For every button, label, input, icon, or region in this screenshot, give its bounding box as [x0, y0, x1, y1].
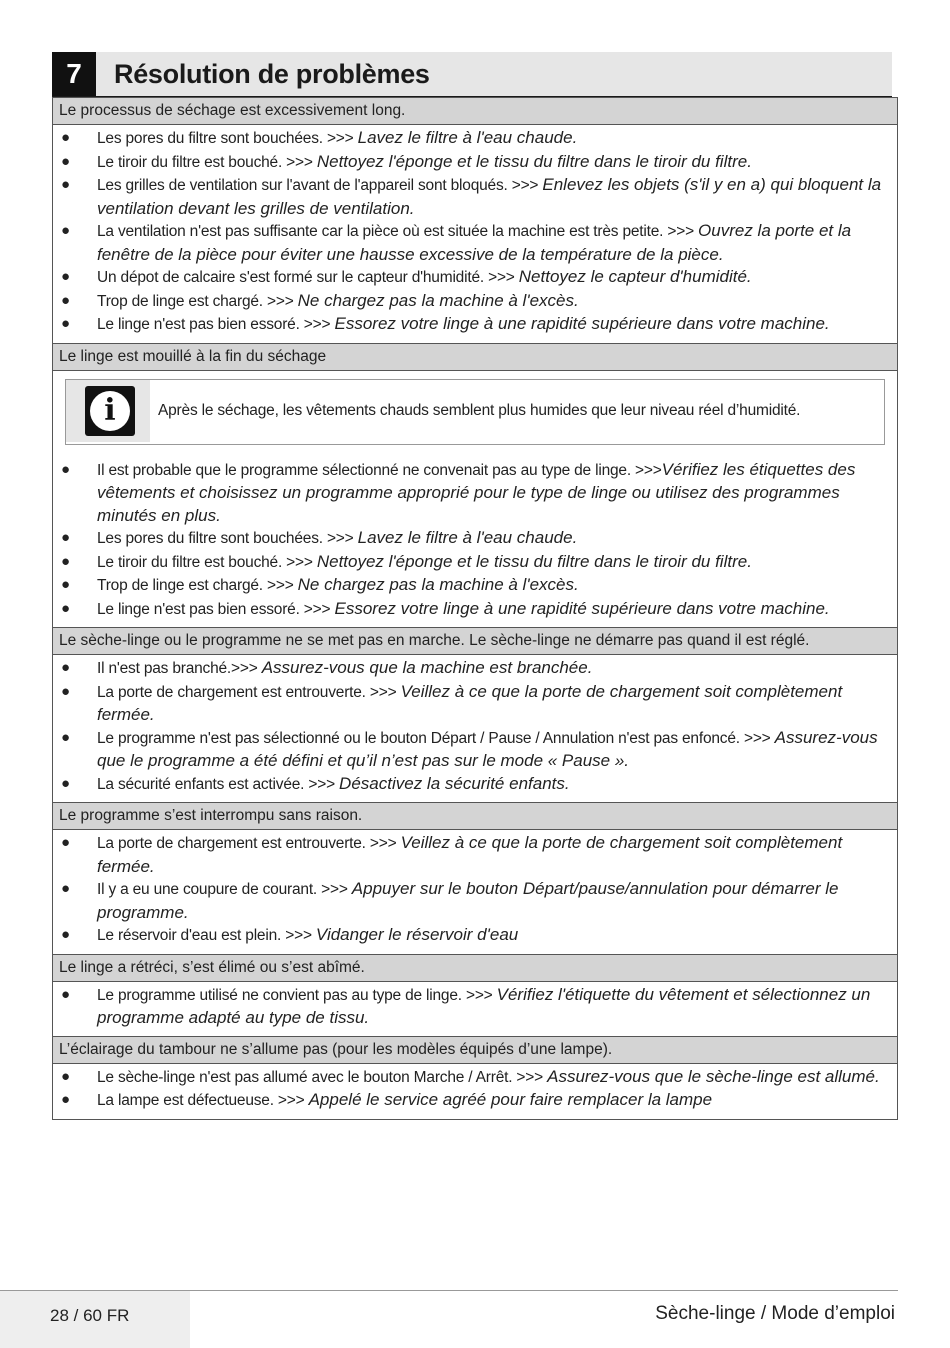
- action-text: Ne chargez pas la machine à l'excès.: [297, 575, 579, 594]
- section-heading: L’éclairage du tambour ne s’allume pas (pour les modèles équipés d’une lampe).: [53, 1036, 897, 1064]
- cause-text: La lampe est défectueuse. >>>: [97, 1092, 309, 1109]
- bullet-icon: ●: [61, 834, 71, 851]
- cause-text: Le tiroir du filtre est bouché. >>>: [97, 553, 317, 571]
- cause-text: Le sèche-linge n'est pas allumé avec le bouton Marche / Arrêt. >>>: [97, 1068, 548, 1086]
- bullet-icon: ●: [61, 152, 71, 170]
- list-item: [59, 220, 885, 266]
- list-item: [59, 151, 885, 175]
- document-name: Sèche-linge / Mode d’emploi: [655, 1303, 895, 1324]
- action-text: Lavez le filtre à l'eau chaude.: [357, 528, 578, 547]
- section-heading: Le sèche-linge ou le programme ne se met pas en marche. Le sèche-linge ne démarre pas quand il est réglé.: [53, 627, 897, 655]
- bullet-icon: ●: [61, 268, 71, 285]
- cause-text: Trop de linge est chargé. >>>: [97, 577, 298, 594]
- action-text: Vérifiez l'étiquette du vêtement et sélectionnez un programme adapté au type de tissu.: [97, 984, 871, 1027]
- action-text: Enlevez les objets (s'il y en a) qui bloquent la ventilation devant les grilles de ventilation.: [97, 175, 882, 218]
- cause-text: Il n'est pas branché.>>>: [97, 660, 262, 677]
- bullet-icon: ●: [61, 659, 71, 676]
- bullet-icon: ●: [61, 529, 71, 546]
- info-note-text: Après le séchage, les vêtements chauds semblent plus humides que leur niveau réel d’humidité.: [158, 401, 801, 419]
- bullet-icon: ●: [61, 880, 71, 897]
- section-heading: Le processus de séchage est excessivement long.: [53, 97, 897, 125]
- list-item: [59, 878, 885, 924]
- list-item: [59, 1089, 885, 1113]
- bullet-icon: ●: [61, 1091, 71, 1108]
- section-body: [53, 1064, 897, 1119]
- list-item: [59, 681, 885, 727]
- cause-text: Le programme n'est pas sélectionné ou le bouton Départ / Pause / Annulation n'est pas enfoncé. >>>: [97, 729, 775, 747]
- bullet-icon: ●: [61, 291, 71, 309]
- action-text: Ouvrez la porte et la fenêtre de la pièce pour éviter une hausse excessive de la température de la pièce.: [97, 221, 852, 264]
- cause-text: La sécurité enfants est activée. >>>: [97, 775, 340, 793]
- action-text: Désactivez la sécurité enfants.: [339, 773, 570, 793]
- cause-text: Trop de linge est chargé. >>>: [97, 292, 298, 310]
- action-text: Vidanger le réservoir d'eau: [315, 925, 519, 944]
- cause-text: Les grilles de ventilation sur l'avant de l'appareil sont bloqués. >>>: [97, 177, 543, 194]
- info-icon-glyph: i: [90, 391, 130, 431]
- action-text: Essorez votre linge à une rapidité supérieure dans votre machine.: [334, 598, 830, 618]
- cause-text: Le linge n'est pas bien essoré. >>>: [97, 316, 335, 333]
- bullet-icon: ●: [61, 728, 71, 746]
- list-item: [59, 574, 885, 598]
- section-body: [53, 830, 897, 954]
- cause-list: [59, 127, 885, 337]
- cause-text: Le réservoir d'eau est plein. >>>: [97, 927, 316, 944]
- cause-list: [59, 1066, 885, 1113]
- list-item: [59, 773, 885, 797]
- list-item: [59, 290, 885, 314]
- section-heading: Le programme s’est interrompu sans raison.: [53, 802, 897, 830]
- list-item: [59, 527, 885, 551]
- list-item: [59, 598, 885, 622]
- list-item: [59, 551, 885, 575]
- bullet-icon: ●: [61, 926, 71, 943]
- cause-list: [59, 984, 885, 1030]
- cause-list: [59, 459, 885, 622]
- bullet-icon: ●: [61, 222, 71, 239]
- cause-text: Il y a eu une coupure de courant. >>>: [97, 881, 352, 898]
- action-text: Appelé le service agréé pour faire remplacer la lampe: [308, 1090, 713, 1109]
- list-item: [59, 174, 885, 220]
- bullet-icon: ●: [61, 599, 71, 617]
- section-body: [53, 125, 897, 343]
- cause-text: Le programme utilisé ne convient pas au type de linge. >>>: [97, 986, 497, 1004]
- cause-text: Il est probable que le programme sélectionné ne convenait pas au type de linge. >>>: [97, 461, 662, 479]
- info-icon-panel: [66, 380, 150, 442]
- page-number: 28 / 60 FR: [50, 1306, 130, 1325]
- section-heading: Le linge a rétréci, s’est élimé ou s’est abîmé.: [53, 954, 897, 982]
- list-item: [59, 984, 885, 1030]
- list-item: [59, 727, 885, 773]
- bullet-icon: ●: [61, 176, 71, 193]
- action-text: Vérifiez les étiquettes des vêtements et choisissez un programme approprié pour le type de linge ou utilisez des programmes minutés en plus.: [97, 459, 856, 525]
- action-text: Veillez à ce que la porte de chargement soit complètement fermée.: [97, 833, 843, 876]
- chapter-header: [52, 52, 892, 98]
- action-text: Essorez votre linge à une rapidité supérieure dans votre machine.: [334, 314, 830, 333]
- section-heading: Le linge est mouillé à la fin du séchage: [53, 343, 897, 371]
- info-note: [65, 379, 885, 445]
- troubleshooting-table: [52, 97, 898, 1120]
- action-text: Appuyer sur le bouton Départ/pause/annulation pour démarrer le programme.: [97, 879, 839, 922]
- cause-text: Les pores du filtre sont bouchées. >>>: [97, 130, 358, 147]
- cause-text: La porte de chargement est entrouverte. >>>: [97, 683, 401, 701]
- section-body: [53, 655, 897, 802]
- bullet-icon: ●: [61, 552, 71, 570]
- bullet-icon: ●: [61, 682, 71, 700]
- action-text: Nettoyez l'éponge et le tissu du filtre dans le tiroir du filtre.: [316, 551, 752, 571]
- cause-text: La ventilation n'est pas suffisante car la pièce où est située la machine est très petite. >>>: [97, 223, 699, 240]
- cause-text: Les pores du filtre sont bouchées. >>>: [97, 530, 358, 547]
- bullet-icon: ●: [61, 576, 71, 593]
- action-text: Assurez-vous que le programme a été défini et qu’il n’est pas sur le mode « Pause ».: [97, 727, 878, 770]
- bullet-icon: ●: [61, 774, 71, 792]
- bullet-icon: ●: [61, 985, 71, 1003]
- cause-text: La porte de chargement est entrouverte. >>>: [97, 835, 401, 852]
- cause-text: Un dépot de calcaire s'est formé sur le capteur d'humidité. >>>: [97, 269, 519, 286]
- bullet-icon: ●: [61, 460, 71, 478]
- action-text: Nettoyez le capteur d'humidité.: [518, 267, 752, 286]
- bullet-icon: ●: [61, 315, 71, 332]
- action-text: Veillez à ce que la porte de chargement soit complètement fermée.: [97, 681, 843, 724]
- action-text: Ne chargez pas la machine à l'excès.: [297, 290, 579, 310]
- list-item: [59, 459, 885, 528]
- list-item: [59, 657, 885, 681]
- cause-list: [59, 657, 885, 796]
- list-item: [59, 832, 885, 878]
- list-item: [59, 924, 885, 948]
- cause-text: Le linge n'est pas bien essoré. >>>: [97, 600, 335, 618]
- section-body: [53, 371, 897, 628]
- chapter-number: 7: [52, 52, 96, 96]
- action-text: Nettoyez l'éponge et le tissu du filtre dans le tiroir du filtre.: [316, 151, 752, 171]
- info-icon: [85, 386, 135, 436]
- action-text: Lavez le filtre à l'eau chaude.: [357, 128, 578, 147]
- cause-list: [59, 832, 885, 948]
- action-text: Assurez-vous que le sèche-linge est allumé.: [547, 1066, 880, 1086]
- section-body: [53, 982, 897, 1036]
- list-item: [59, 1066, 885, 1090]
- bullet-icon: ●: [61, 1067, 71, 1085]
- list-item: [59, 313, 885, 337]
- cause-text: Le tiroir du filtre est bouché. >>>: [97, 153, 317, 171]
- bullet-icon: ●: [61, 129, 71, 146]
- chapter-title: Résolution de problèmes: [114, 59, 430, 89]
- list-item: [59, 127, 885, 151]
- action-text: Assurez-vous que la machine est branchée.: [261, 658, 593, 677]
- list-item: [59, 266, 885, 290]
